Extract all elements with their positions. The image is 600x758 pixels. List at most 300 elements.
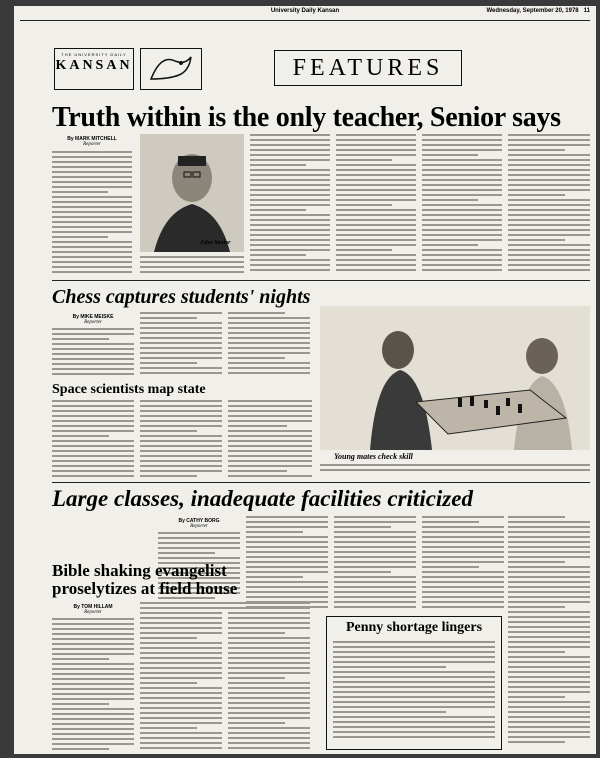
text-line: [52, 415, 134, 417]
text-line: [228, 317, 310, 319]
text-line: [422, 551, 504, 553]
text-line: [508, 199, 590, 201]
text-line: [422, 184, 502, 186]
text-line: [246, 561, 328, 563]
text-line: [52, 648, 134, 650]
text-line: [508, 249, 590, 251]
headline-large-classes: Large classes, inadequate facilities criticized: [52, 486, 473, 511]
text-line: [228, 357, 285, 359]
text-line: [422, 149, 502, 151]
story1-column-6: [508, 134, 590, 276]
text-line: [228, 732, 310, 734]
text-line: [333, 731, 495, 733]
text-line: [333, 646, 495, 648]
text-line: [140, 475, 197, 477]
text-line: [508, 661, 590, 663]
text-line: [246, 576, 303, 578]
text-line: [52, 201, 132, 203]
text-line: [52, 206, 132, 208]
text-line: [422, 219, 502, 221]
text-line: [140, 367, 222, 369]
text-line: [246, 556, 328, 558]
text-line: [336, 194, 416, 196]
text-line: [422, 541, 504, 543]
text-line: [140, 430, 197, 432]
text-line: [52, 693, 134, 695]
text-line: [140, 337, 222, 339]
text-line: [140, 266, 244, 268]
text-line: [250, 184, 330, 186]
text-line: [246, 516, 328, 518]
text-line: [52, 430, 134, 432]
text-line: [508, 546, 590, 548]
text-line: [228, 707, 310, 709]
text-line: [228, 420, 312, 422]
text-line: [336, 144, 416, 146]
headline-chess: Chess captures students' nights: [52, 286, 311, 308]
text-line: [140, 682, 197, 684]
text-line: [52, 718, 134, 720]
text-line: [333, 706, 495, 708]
text-line: [140, 327, 222, 329]
text-line: [228, 327, 310, 329]
text-line: [422, 586, 504, 588]
text-line: [52, 658, 109, 660]
text-line: [422, 556, 504, 558]
text-line: [140, 662, 222, 664]
text-line: [140, 256, 244, 258]
text-line: [508, 686, 590, 688]
text-line: [246, 521, 328, 523]
text-line: [52, 358, 134, 360]
page-header: [14, 8, 596, 18]
text-line: [422, 536, 504, 538]
text-line: [508, 636, 590, 638]
classes-column-2: [246, 516, 328, 612]
text-line: [422, 174, 502, 176]
text-line: [140, 637, 197, 639]
text-line: [228, 602, 310, 604]
text-line: [52, 445, 134, 447]
chess-players-photo: [320, 306, 590, 450]
text-line: [140, 317, 197, 319]
text-line: [250, 249, 330, 251]
text-line: [140, 400, 222, 402]
rule-1: [52, 280, 590, 281]
text-line: [140, 642, 222, 644]
evangelist-column-1: By TOM HILLAM Reporter: [52, 602, 134, 752]
text-line: [422, 199, 478, 201]
text-line: [336, 264, 416, 266]
text-line: [246, 566, 328, 568]
text-line: [508, 254, 590, 256]
text-line: [228, 367, 310, 369]
text-line: [333, 716, 495, 718]
text-line: [508, 706, 590, 708]
text-line: [52, 221, 132, 223]
text-line: [52, 435, 109, 437]
text-line: [320, 464, 590, 466]
text-line: [52, 256, 132, 258]
text-line: [422, 596, 504, 598]
text-line: [140, 692, 222, 694]
text-line: [250, 209, 306, 211]
headline-space: Space scientists map state: [52, 382, 206, 397]
text-line: [52, 196, 132, 198]
text-line: [140, 415, 222, 417]
text-line: [334, 526, 391, 528]
text-line: [52, 425, 134, 427]
text-line: [52, 333, 134, 335]
text-line: [52, 338, 109, 340]
text-line: [140, 617, 222, 619]
text-line: [250, 139, 330, 141]
text-line: [52, 420, 134, 422]
text-line: [246, 586, 328, 588]
text-line: [228, 415, 312, 417]
text-line: [52, 410, 134, 412]
text-line: [158, 532, 240, 534]
text-line: [508, 229, 590, 231]
text-line: [508, 169, 590, 171]
text-line: [508, 224, 590, 226]
text-line: [140, 362, 197, 364]
text-line: [52, 211, 132, 213]
text-line: [508, 269, 590, 271]
text-line: [422, 601, 504, 603]
text-line: [250, 239, 330, 241]
text-line: [228, 727, 310, 729]
headline-penny: Penny shortage lingers: [345, 620, 483, 635]
text-line: [333, 666, 446, 668]
text-line: [508, 531, 590, 533]
text-line: [250, 234, 330, 236]
evangelist-column-2: [140, 602, 222, 752]
text-line: [508, 696, 565, 698]
text-line: [52, 475, 134, 477]
text-line: [228, 627, 310, 629]
text-line: [140, 271, 244, 273]
text-line: [508, 726, 590, 728]
text-line: [508, 616, 590, 618]
text-line: [334, 586, 416, 588]
text-line: [508, 671, 590, 673]
text-line: [508, 234, 590, 236]
text-line: [336, 174, 416, 176]
text-line: [336, 139, 416, 141]
text-line: [140, 712, 222, 714]
text-line: [508, 621, 590, 623]
text-line: [422, 134, 502, 136]
text-line: [52, 241, 132, 243]
text-line: [422, 571, 504, 573]
text-line: [52, 440, 134, 442]
text-line: [250, 204, 330, 206]
text-line: [333, 641, 495, 643]
text-line: [250, 169, 330, 171]
text-line: [52, 156, 132, 158]
text-line: [140, 352, 222, 354]
text-line: [508, 596, 590, 598]
text-line: [422, 606, 504, 608]
headline-evangelist: Bible shaking evangelist proselytizes at field house: [52, 561, 238, 598]
text-line: [228, 662, 310, 664]
text-line: [422, 254, 502, 256]
text-line: [250, 229, 330, 231]
text-line: [52, 353, 134, 355]
text-line: [140, 687, 222, 689]
text-line: [250, 269, 330, 271]
chess-caption: Young mates check skill: [334, 452, 413, 461]
text-line: [52, 343, 134, 345]
text-line: [508, 586, 590, 588]
text-line: [422, 239, 502, 241]
text-line: [52, 400, 134, 402]
text-line: [228, 702, 310, 704]
text-line: [508, 631, 590, 633]
text-line: [158, 557, 240, 559]
text-line: [250, 159, 330, 161]
story1-column-1: By MARK MITCHELL Reporter: [52, 134, 132, 276]
text-line: [250, 254, 306, 256]
text-line: [508, 716, 590, 718]
text-line: [228, 430, 312, 432]
text-line: [228, 667, 310, 669]
text-line: [228, 737, 310, 739]
text-line: [336, 159, 392, 161]
text-line: [250, 219, 330, 221]
text-line: [246, 571, 328, 573]
text-line: [52, 328, 134, 330]
text-line: [228, 622, 310, 624]
text-line: [52, 171, 132, 173]
text-line: [508, 536, 590, 538]
penny-body: [333, 641, 495, 745]
text-line: [52, 166, 132, 168]
text-line: [508, 711, 590, 713]
text-line: [140, 435, 222, 437]
text-line: [52, 151, 132, 153]
text-line: [140, 261, 244, 263]
text-line: [508, 561, 565, 563]
text-line: [228, 322, 310, 324]
text-line: [140, 460, 222, 462]
text-line: [508, 139, 590, 141]
text-line: [422, 234, 502, 236]
text-line: [228, 712, 310, 714]
text-line: [250, 144, 330, 146]
text-line: [52, 405, 134, 407]
text-line: [422, 164, 502, 166]
text-line: [508, 741, 565, 743]
text-line: [140, 372, 222, 374]
text-line: [52, 703, 109, 705]
text-line: [228, 400, 312, 402]
text-line: [333, 676, 495, 678]
text-line: [422, 204, 502, 206]
text-line: [508, 189, 590, 191]
text-line: [422, 154, 478, 156]
text-line: [228, 332, 310, 334]
text-line: [422, 591, 504, 593]
text-line: [52, 743, 134, 745]
text-line: [52, 470, 134, 472]
text-line: [336, 229, 416, 231]
text-line: [336, 254, 416, 256]
text-line: [422, 139, 502, 141]
text-line: [508, 164, 590, 166]
text-line: [336, 169, 416, 171]
date-page: Wednesday, September 20, 1978 11: [486, 8, 590, 14]
text-line: [508, 214, 590, 216]
text-line: [246, 526, 328, 528]
penny-shortage-box: [326, 616, 502, 750]
text-line: [508, 541, 590, 543]
text-line: [334, 566, 416, 568]
text-line: [246, 536, 328, 538]
text-line: [52, 713, 134, 715]
chess-column-2: [140, 312, 222, 378]
text-line: [140, 622, 222, 624]
text-line: [333, 651, 495, 653]
text-line: [140, 425, 222, 427]
text-line: [228, 697, 310, 699]
jayhawk-logo-icon: [140, 48, 202, 90]
text-line: [336, 164, 416, 166]
chess-column-1: By MIKE MEISKE Reporter: [52, 312, 134, 378]
text-line: [140, 455, 222, 457]
text-line: [422, 576, 504, 578]
text-line: [140, 717, 222, 719]
text-line: [333, 681, 495, 683]
text-line: [140, 702, 222, 704]
text-line: [508, 239, 565, 241]
text-line: [422, 179, 502, 181]
text-line: [140, 332, 222, 334]
text-line: [508, 134, 590, 136]
evangelist-column-3: [228, 602, 310, 752]
text-line: [52, 176, 132, 178]
text-line: [140, 732, 222, 734]
text-line: [52, 708, 134, 710]
text-line: [508, 556, 590, 558]
text-line: [334, 596, 416, 598]
text-line: [422, 516, 504, 518]
story1-column-4: [336, 134, 416, 276]
text-line: [336, 149, 416, 151]
text-line: [228, 337, 310, 339]
text-line: [422, 169, 502, 171]
text-line: [334, 576, 416, 578]
text-line: [52, 678, 134, 680]
text-line: [158, 542, 240, 544]
text-line: [508, 154, 590, 156]
chess-column-3: [228, 312, 310, 378]
text-line: [228, 450, 312, 452]
text-line: [158, 537, 240, 539]
text-line: [422, 224, 502, 226]
text-line: [140, 667, 222, 669]
text-line: [52, 460, 134, 462]
text-line: [508, 666, 590, 668]
text-line: [228, 682, 310, 684]
classes-column-5: [508, 516, 590, 746]
text-line: [52, 738, 134, 740]
text-line: [508, 244, 590, 246]
text-line: [508, 681, 590, 683]
space-column-1: [52, 400, 134, 480]
text-line: [250, 149, 330, 151]
text-line: [52, 231, 132, 233]
text-line: [508, 264, 590, 266]
text-line: [422, 581, 504, 583]
john-senior-caption: John Senior: [200, 240, 231, 246]
text-line: [250, 134, 330, 136]
text-line: [228, 362, 310, 364]
text-line: [334, 581, 416, 583]
text-line: [334, 521, 416, 523]
text-line: [508, 209, 590, 211]
text-line: [52, 450, 134, 452]
text-line: [52, 348, 134, 350]
text-line: [228, 435, 312, 437]
text-line: [422, 566, 479, 568]
text-line: [140, 672, 222, 674]
text-line: [336, 199, 416, 201]
text-line: [52, 643, 134, 645]
header-rule: [20, 20, 590, 21]
text-line: [508, 204, 590, 206]
text-line: [52, 266, 132, 268]
text-line: [508, 606, 565, 608]
text-line: [228, 642, 310, 644]
text-line: [140, 737, 222, 739]
text-line: [334, 536, 416, 538]
text-line: [334, 606, 416, 608]
text-line: [422, 531, 504, 533]
text-line: [422, 244, 478, 246]
text-line: [334, 601, 416, 603]
text-line: [336, 224, 416, 226]
text-line: [422, 521, 479, 523]
space-column-2: [140, 400, 222, 480]
text-line: [334, 546, 416, 548]
text-line: [336, 204, 392, 206]
text-line: [52, 633, 134, 635]
headline-truth-within: Truth within is the only teacher, Senior says: [52, 102, 561, 133]
text-line: [228, 440, 312, 442]
text-line: [246, 546, 328, 548]
text-line: [228, 460, 312, 462]
classes-column-1: By CATHY BORG Reporter: [158, 516, 240, 612]
text-line: [508, 626, 590, 628]
text-line: [228, 687, 310, 689]
text-line: [250, 154, 330, 156]
text-line: [246, 541, 328, 543]
text-line: [246, 551, 328, 553]
text-line: [52, 363, 134, 365]
text-line: [508, 551, 590, 553]
text-line: [508, 591, 590, 593]
text-line: [508, 656, 590, 658]
text-line: [52, 465, 134, 467]
text-line: [52, 628, 134, 630]
text-line: [333, 671, 495, 673]
text-line: [228, 455, 312, 457]
text-line: [508, 676, 590, 678]
text-line: [422, 144, 502, 146]
text-line: [508, 571, 590, 573]
